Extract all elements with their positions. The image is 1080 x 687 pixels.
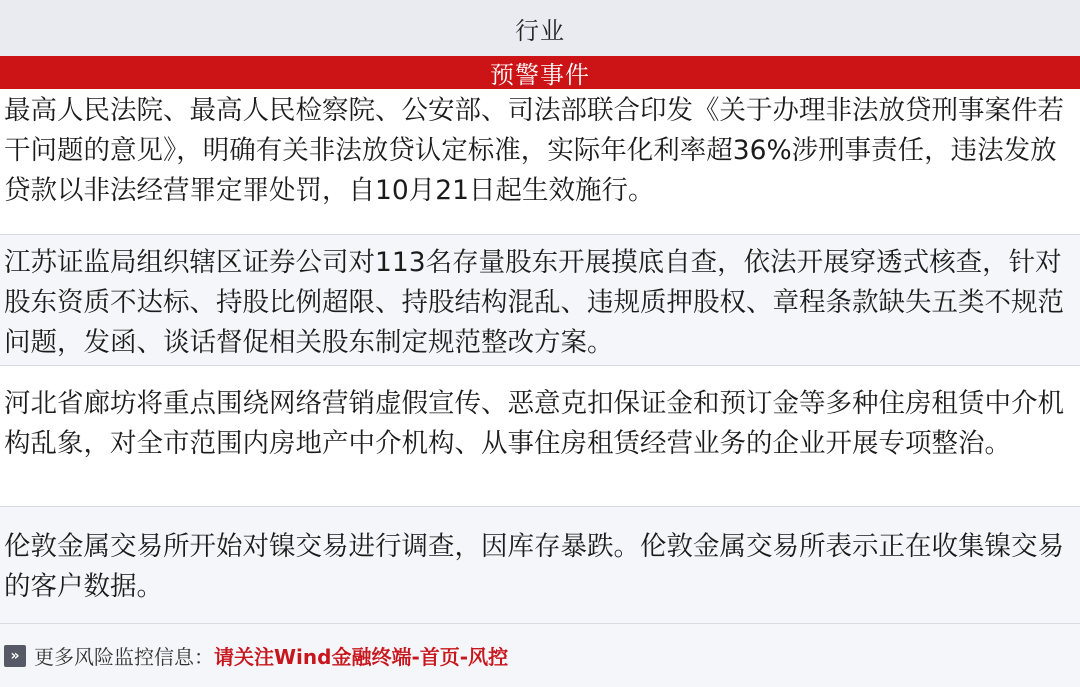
news-item-text: 伦敦金属交易所开始对镍交易进行调查，因库存暴跌。伦敦金属交易所表示正在收集镍交易的客户数据。: [4, 531, 1064, 602]
footer-link[interactable]: 请关注Wind金融终端-首页-风控: [214, 645, 509, 669]
banner-title: 预警事件: [490, 61, 590, 89]
news-item: [0, 235, 1080, 365]
news-item-text: 江苏证监局组织辖区证券公司对113名存量股东开展摸底自查，依法开展穿透式核查，针对股东资质不达标、持股比例超限、持股结构混乱、违规质押股权、章程条款缺失五类不规范问题，发函、谈话督促相关股东制定规范整改方案。: [4, 247, 1064, 358]
news-item-text: 河北省廊坊将重点围绕网络营销虚假宣传、恶意克扣保证金和预订金等多种住房租赁中介机构乱象，对全市范围内房地产中介机构、从事住房租赁经营业务的企业开展专项整治。: [4, 388, 1064, 459]
news-item: [0, 507, 1080, 623]
warning-banner: [0, 56, 1080, 89]
news-item: [0, 366, 1080, 506]
news-item-text: 最高人民法院、最高人民检察院、公安部、司法部联合印发《关于办理非法放贷刑事案件若干问题的意见》，明确有关非法放贷认定标准，实际年化利率超36%涉刑事责任，违法发放贷款以非法经营罪定罪处罚，自10月21日起生效施行。: [4, 95, 1064, 206]
double-chevron-right-icon: »: [4, 645, 26, 667]
section-header: [0, 0, 1080, 56]
footer: [0, 624, 1080, 687]
footer-label: 更多风险监控信息：: [34, 645, 214, 669]
section-title: 行业: [515, 16, 565, 45]
news-item: [0, 89, 1080, 234]
